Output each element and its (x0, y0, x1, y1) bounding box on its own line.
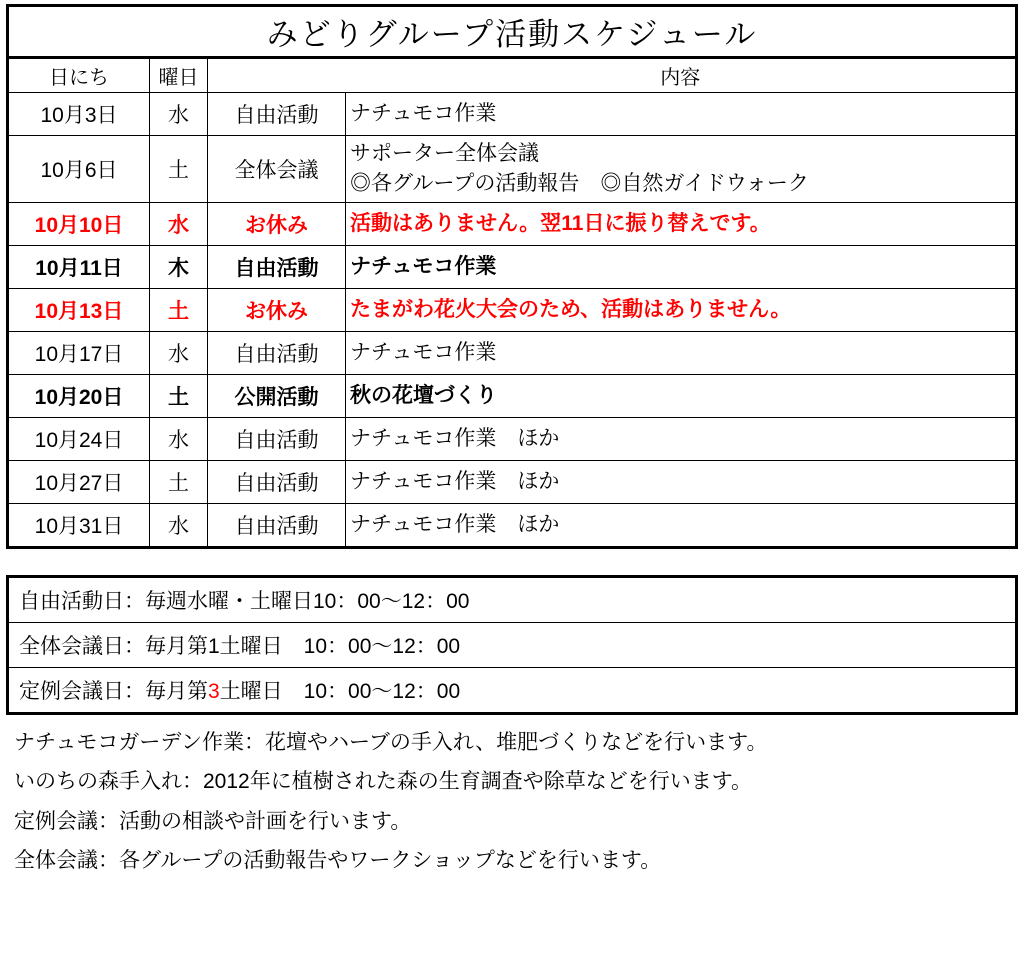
table-row (8, 289, 1017, 332)
cell-activity-type: 全体会議 (208, 136, 346, 203)
note-free-activity: 自由活動日：毎週水曜・土曜日10：00～12：00 (8, 577, 1017, 623)
schedule-table (6, 4, 1018, 549)
cell-content: 活動はありません。翌11日に振り替えです。 (346, 203, 1017, 246)
cell-content: サポーター全体会議 ◎各グループの活動報告 ◎自然ガイドウォーク (346, 136, 1017, 203)
header-date: 日にち (8, 58, 150, 93)
cell-date: 10月6日 (8, 136, 150, 203)
notes-table (6, 575, 1018, 715)
note-regular-meeting-number: 3 (208, 680, 220, 703)
cell-activity-type: 自由活動 (208, 461, 346, 504)
cell-activity-type: 公開活動 (208, 375, 346, 418)
cell-date: 10月10日 (8, 203, 150, 246)
note-regular-meeting-post: 土曜日 10：00～12：00 (219, 680, 461, 703)
cell-content: ナチュモコ作業 ほか (346, 461, 1017, 504)
table-row (8, 93, 1017, 136)
cell-day: 水 (150, 418, 208, 461)
header-day: 曜日 (150, 58, 208, 93)
cell-content: 秋の花壇づくり (346, 375, 1017, 418)
cell-activity-type: 自由活動 (208, 418, 346, 461)
footer-explanations (6, 729, 1018, 874)
cell-date: 10月24日 (8, 418, 150, 461)
table-row (8, 136, 1017, 203)
table-row (8, 461, 1017, 504)
cell-date: 10月31日 (8, 504, 150, 548)
cell-day: 水 (150, 504, 208, 548)
footer-line: 全体会議：各グループの活動報告やワークショップなどを行います。 (14, 848, 662, 872)
cell-day: 土 (150, 461, 208, 504)
footer-line: 定例会議：活動の相談や計画を行います。 (14, 809, 412, 833)
title-row (8, 6, 1017, 58)
cell-content: ナチュモコ作業 (346, 332, 1017, 375)
cell-content: たまがわ花火大会のため、活動はありません。 (346, 289, 1017, 332)
table-row (8, 332, 1017, 375)
header-spacer (208, 58, 346, 93)
footer-line: ナチュモコガーデン作業：花壇やハーブの手入れ、堆肥づくりなどを行います。 (14, 731, 768, 754)
cell-day: 木 (150, 246, 208, 289)
cell-date: 10月13日 (8, 289, 150, 332)
header-content: 内容 (346, 58, 1017, 93)
note-regular-meeting-pre: 定例会議日：毎月第 (19, 680, 208, 703)
cell-day: 水 (150, 203, 208, 246)
cell-day: 土 (150, 136, 208, 203)
cell-day: 水 (150, 93, 208, 136)
cell-date: 10月27日 (8, 461, 150, 504)
cell-day: 土 (150, 289, 208, 332)
section-spacer (6, 549, 1018, 575)
table-row (8, 246, 1017, 289)
cell-activity-type: 自由活動 (208, 504, 346, 548)
note-regular-meeting (8, 668, 1017, 714)
table-row (8, 375, 1017, 418)
cell-content: ナチュモコ作業 ほか (346, 504, 1017, 548)
cell-content: ナチュモコ作業 ほか (346, 418, 1017, 461)
page-title: みどりグループ活動スケジュール (8, 6, 1017, 58)
footer-line: いのちの森手入れ：2012年に植樹された森の生育調査や除草などを行います。 (14, 770, 753, 794)
note-general-meeting: 全体会議日：毎月第1土曜日 10：00～12：00 (8, 623, 1017, 668)
notes-row-3 (8, 668, 1017, 714)
cell-activity-type: 自由活動 (208, 246, 346, 289)
cell-content: ナチュモコ作業 (346, 93, 1017, 136)
cell-date: 10月20日 (8, 375, 150, 418)
cell-activity-type: 自由活動 (208, 332, 346, 375)
cell-activity-type: お休み (208, 203, 346, 246)
cell-date: 10月11日 (8, 246, 150, 289)
table-row (8, 418, 1017, 461)
cell-date: 10月3日 (8, 93, 150, 136)
table-row (8, 203, 1017, 246)
cell-activity-type: 自由活動 (208, 93, 346, 136)
cell-day: 水 (150, 332, 208, 375)
cell-date: 10月17日 (8, 332, 150, 375)
cell-day: 土 (150, 375, 208, 418)
notes-row-2 (8, 623, 1017, 668)
table-row (8, 504, 1017, 548)
cell-content: ナチュモコ作業 (346, 246, 1017, 289)
notes-row-1 (8, 577, 1017, 623)
cell-activity-type: お休み (208, 289, 346, 332)
header-row (8, 58, 1017, 93)
